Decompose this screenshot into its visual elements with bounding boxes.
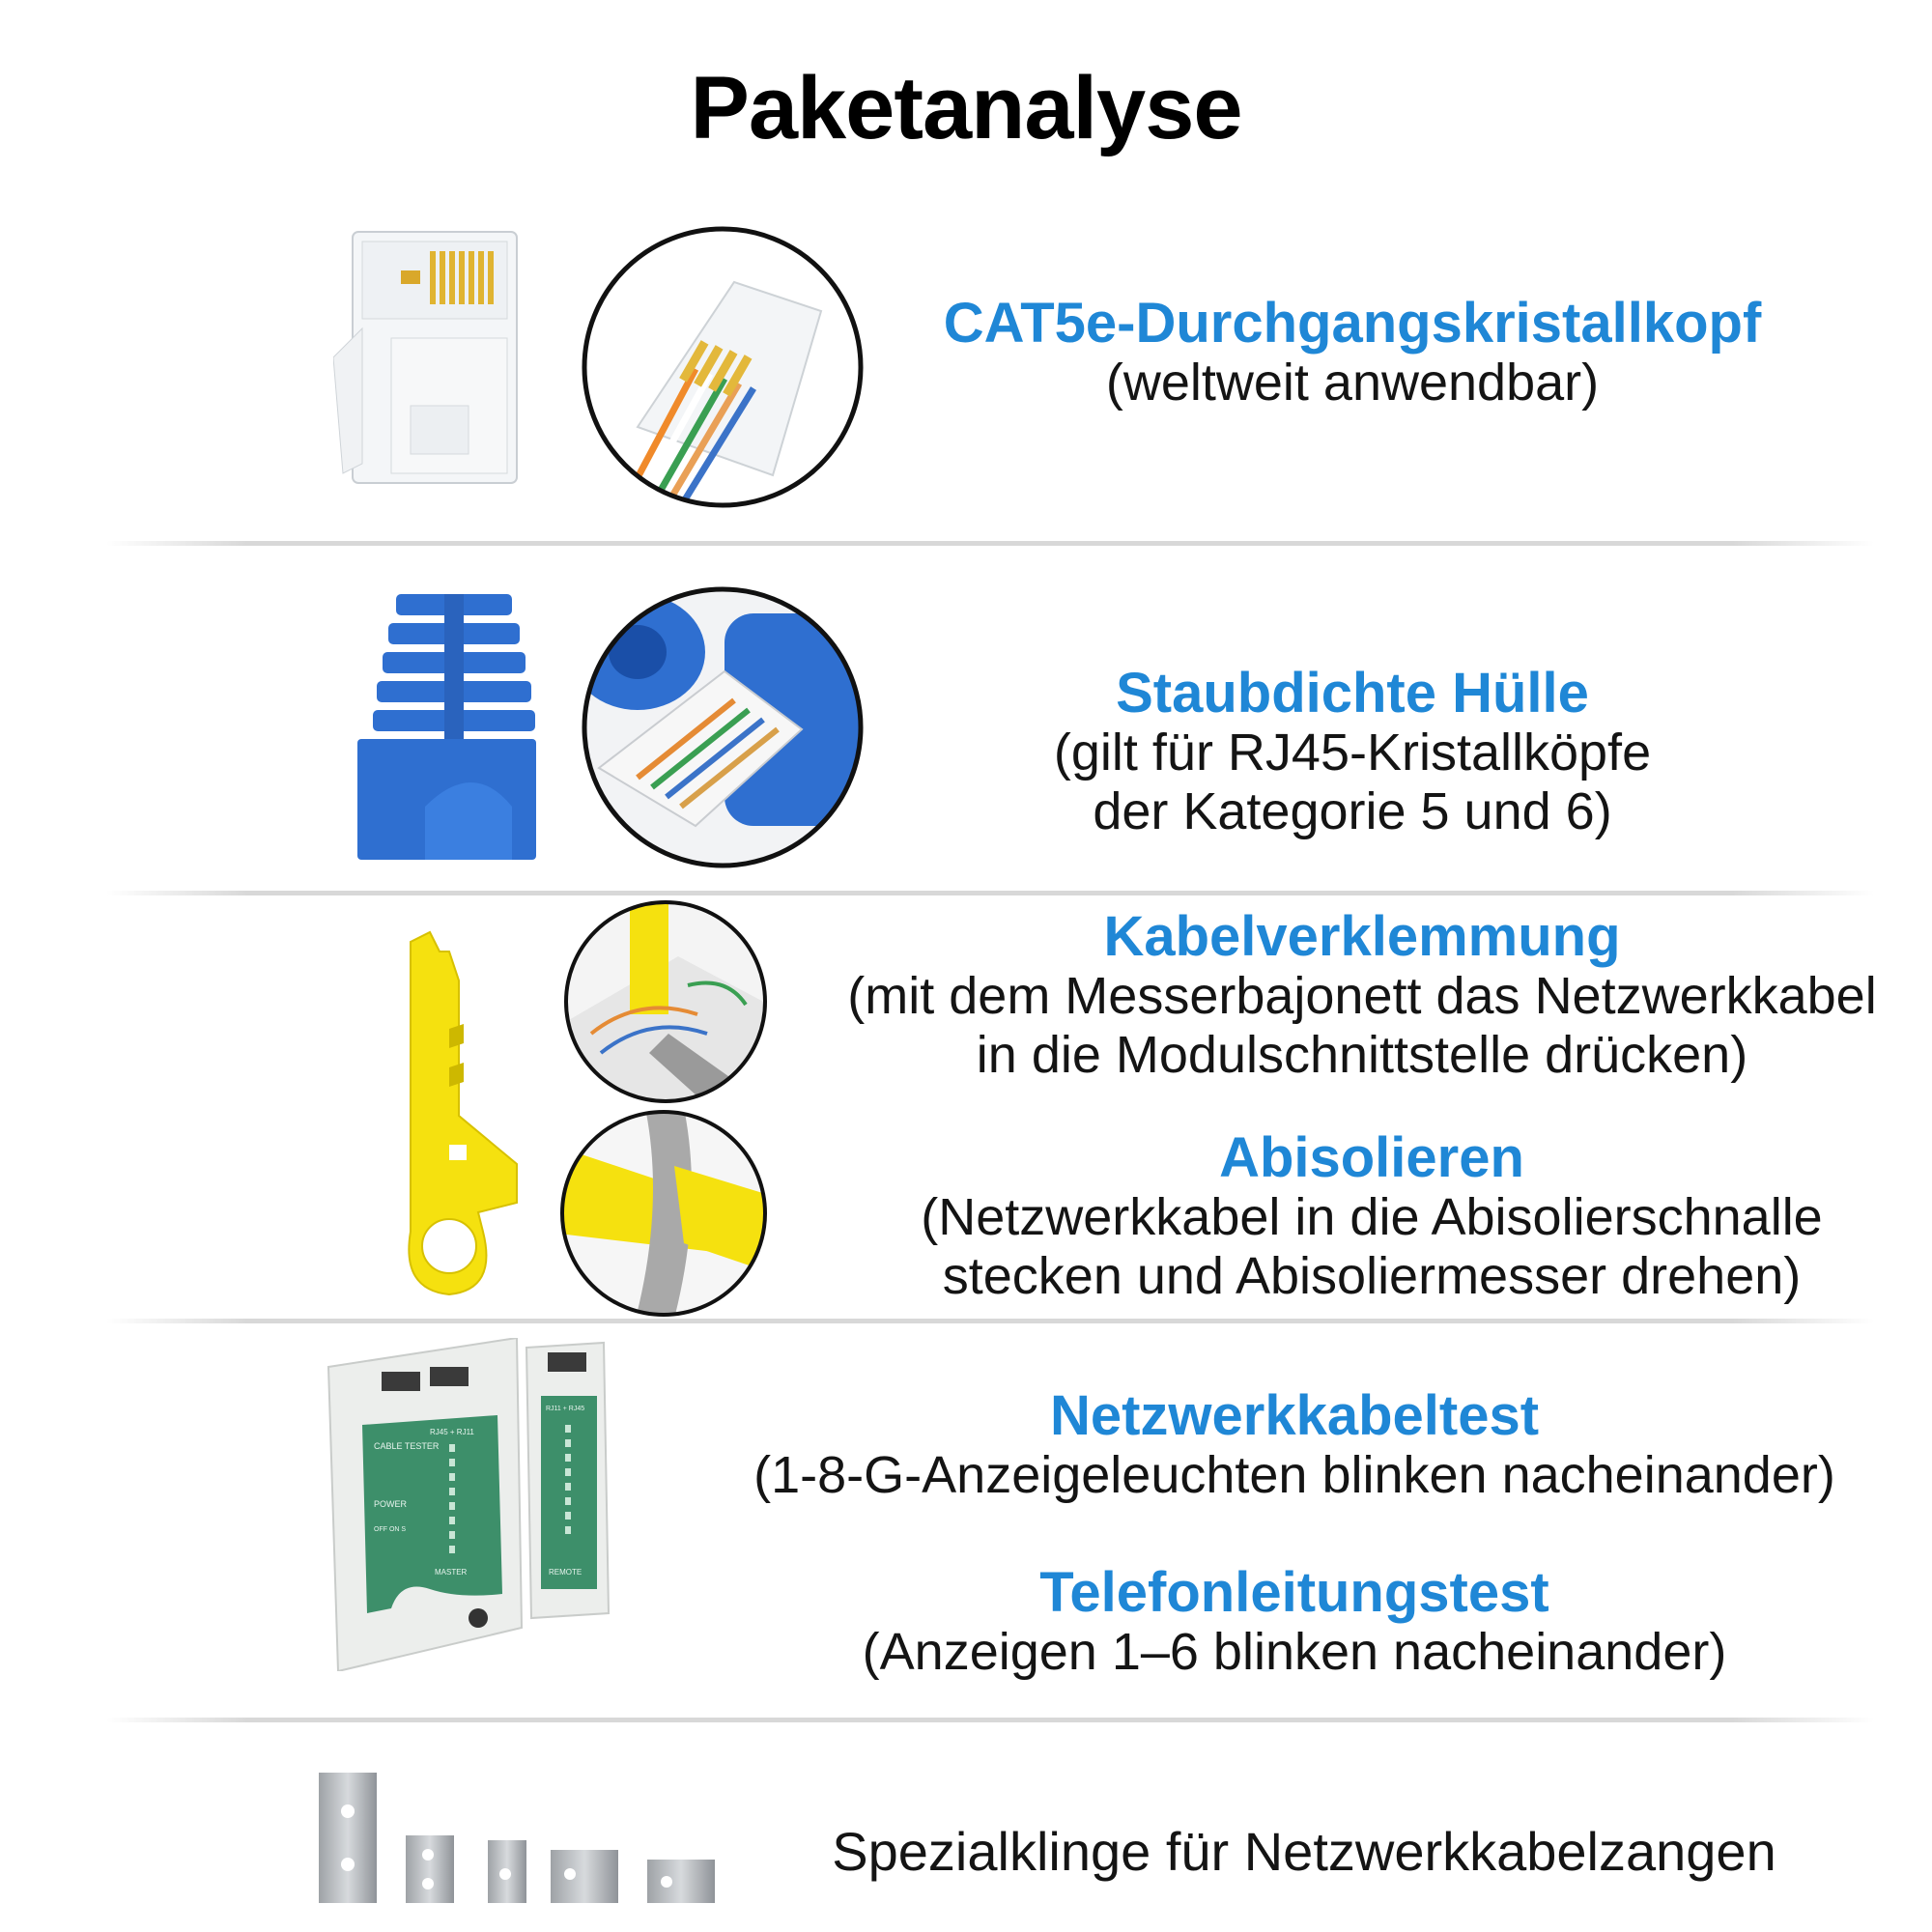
section-heading: CAT5e-Durchgangskristallkopf xyxy=(943,292,1762,355)
divider xyxy=(106,891,1874,895)
section-dust-boot xyxy=(869,664,1835,841)
section-heading: Netzwerkkabeltest xyxy=(1049,1384,1540,1447)
power-label: POWER xyxy=(374,1499,408,1509)
section-text: der Kategorie 5 und 6) xyxy=(1093,782,1612,840)
section-stripping xyxy=(869,1128,1874,1306)
punch-down-tool-image xyxy=(391,923,536,1299)
section-connector xyxy=(869,294,1835,412)
port-label: RJ45 + RJ11 xyxy=(430,1428,474,1436)
section-heading: Abisolieren xyxy=(1219,1126,1524,1189)
section-heading: Telefonleitungstest xyxy=(1039,1561,1549,1624)
stripper-closeup-image xyxy=(558,1108,769,1319)
tester-label: CABLE TESTER xyxy=(374,1441,440,1451)
punch-down-closeup-image xyxy=(562,898,769,1105)
rj45-closeup-image xyxy=(580,224,866,510)
section-text: (Netzwerkkabel in die Abisolierschnalle xyxy=(921,1188,1823,1246)
cable-tester-image xyxy=(324,1338,613,1671)
switch-label: OFF ON S xyxy=(374,1526,407,1533)
section-cable-test xyxy=(715,1386,1874,1505)
section-heading: Kabelverklemmung xyxy=(1103,905,1621,968)
section-text: Spezialklinge für Netzwerkkabelzangen xyxy=(832,1821,1776,1882)
section-text: in die Modulschnittstelle drücken) xyxy=(976,1026,1748,1084)
rj45-connector-image xyxy=(333,213,546,502)
section-text: stecken und Abisoliermesser drehen) xyxy=(942,1247,1802,1305)
section-text: (Anzeigen 1–6 blinken nacheinander) xyxy=(862,1623,1727,1681)
remote-label: REMOTE xyxy=(549,1568,582,1577)
section-text: (1-8-G-Anzeigeleuchten blinken nacheinander) xyxy=(753,1446,1835,1504)
remote-port-label: RJ11 + RJ45 xyxy=(546,1406,585,1412)
blades-image xyxy=(314,1768,720,1913)
dust-boot-closeup-image xyxy=(580,584,866,870)
divider xyxy=(106,541,1874,546)
section-text: (mit dem Messerbajonett das Netzwerkkabel xyxy=(847,967,1877,1025)
section-text: (weltweit anwendbar) xyxy=(1105,354,1600,412)
section-heading: Staubdichte Hülle xyxy=(1116,662,1589,724)
section-phone-test xyxy=(773,1563,1816,1682)
section-punch-down xyxy=(811,907,1913,1085)
master-label: MASTER xyxy=(435,1568,468,1577)
dust-boot-image xyxy=(348,584,541,865)
page-title: Paketanalyse xyxy=(690,59,1242,157)
section-text: (gilt für RJ45-Kristallköpfe xyxy=(1053,724,1652,781)
divider xyxy=(106,1319,1874,1323)
divider xyxy=(106,1718,1874,1722)
section-blades xyxy=(792,1822,1816,1882)
